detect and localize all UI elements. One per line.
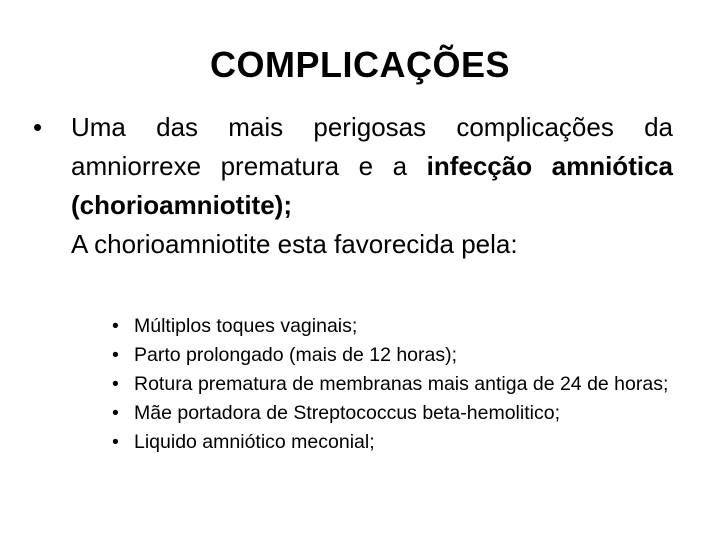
main-text-bold: infecção amniótica (chorioamniotite); <box>71 151 673 220</box>
main-bullet-item <box>33 108 673 225</box>
sub-list-item <box>112 399 677 428</box>
main-content <box>33 108 673 264</box>
main-continuation: A chorioamniotite esta favorecida pela: <box>71 229 518 259</box>
sub-list-item <box>112 370 677 399</box>
sub-item-text: Rotura prematura de membranas mais antiga de 24 de horas; <box>134 373 669 395</box>
bullet-icon: • <box>112 402 119 424</box>
sub-list-item <box>112 341 677 370</box>
sub-item-text: Parto prolongado (mais de 12 horas); <box>134 344 458 366</box>
sub-list <box>112 312 677 457</box>
sub-list-item <box>112 312 677 341</box>
sub-item-text: Liquido amniótico meconial; <box>134 431 375 453</box>
bullet-icon: • <box>33 112 43 142</box>
bullet-icon: • <box>112 431 119 453</box>
bullet-icon: • <box>112 344 119 366</box>
sub-item-text: Múltiplos toques vaginais; <box>134 315 358 337</box>
bullet-icon: • <box>112 373 119 395</box>
slide-title: COMPLICAÇÕES <box>209 44 510 85</box>
sub-item-text: Mãe portadora de Streptococcus beta-hemolitico; <box>134 402 560 424</box>
bullet-icon: • <box>112 315 119 337</box>
sub-list-item <box>112 428 677 457</box>
main-text: Uma das mais perigosas complicações da amniorrexe prematura e a <box>71 112 673 181</box>
